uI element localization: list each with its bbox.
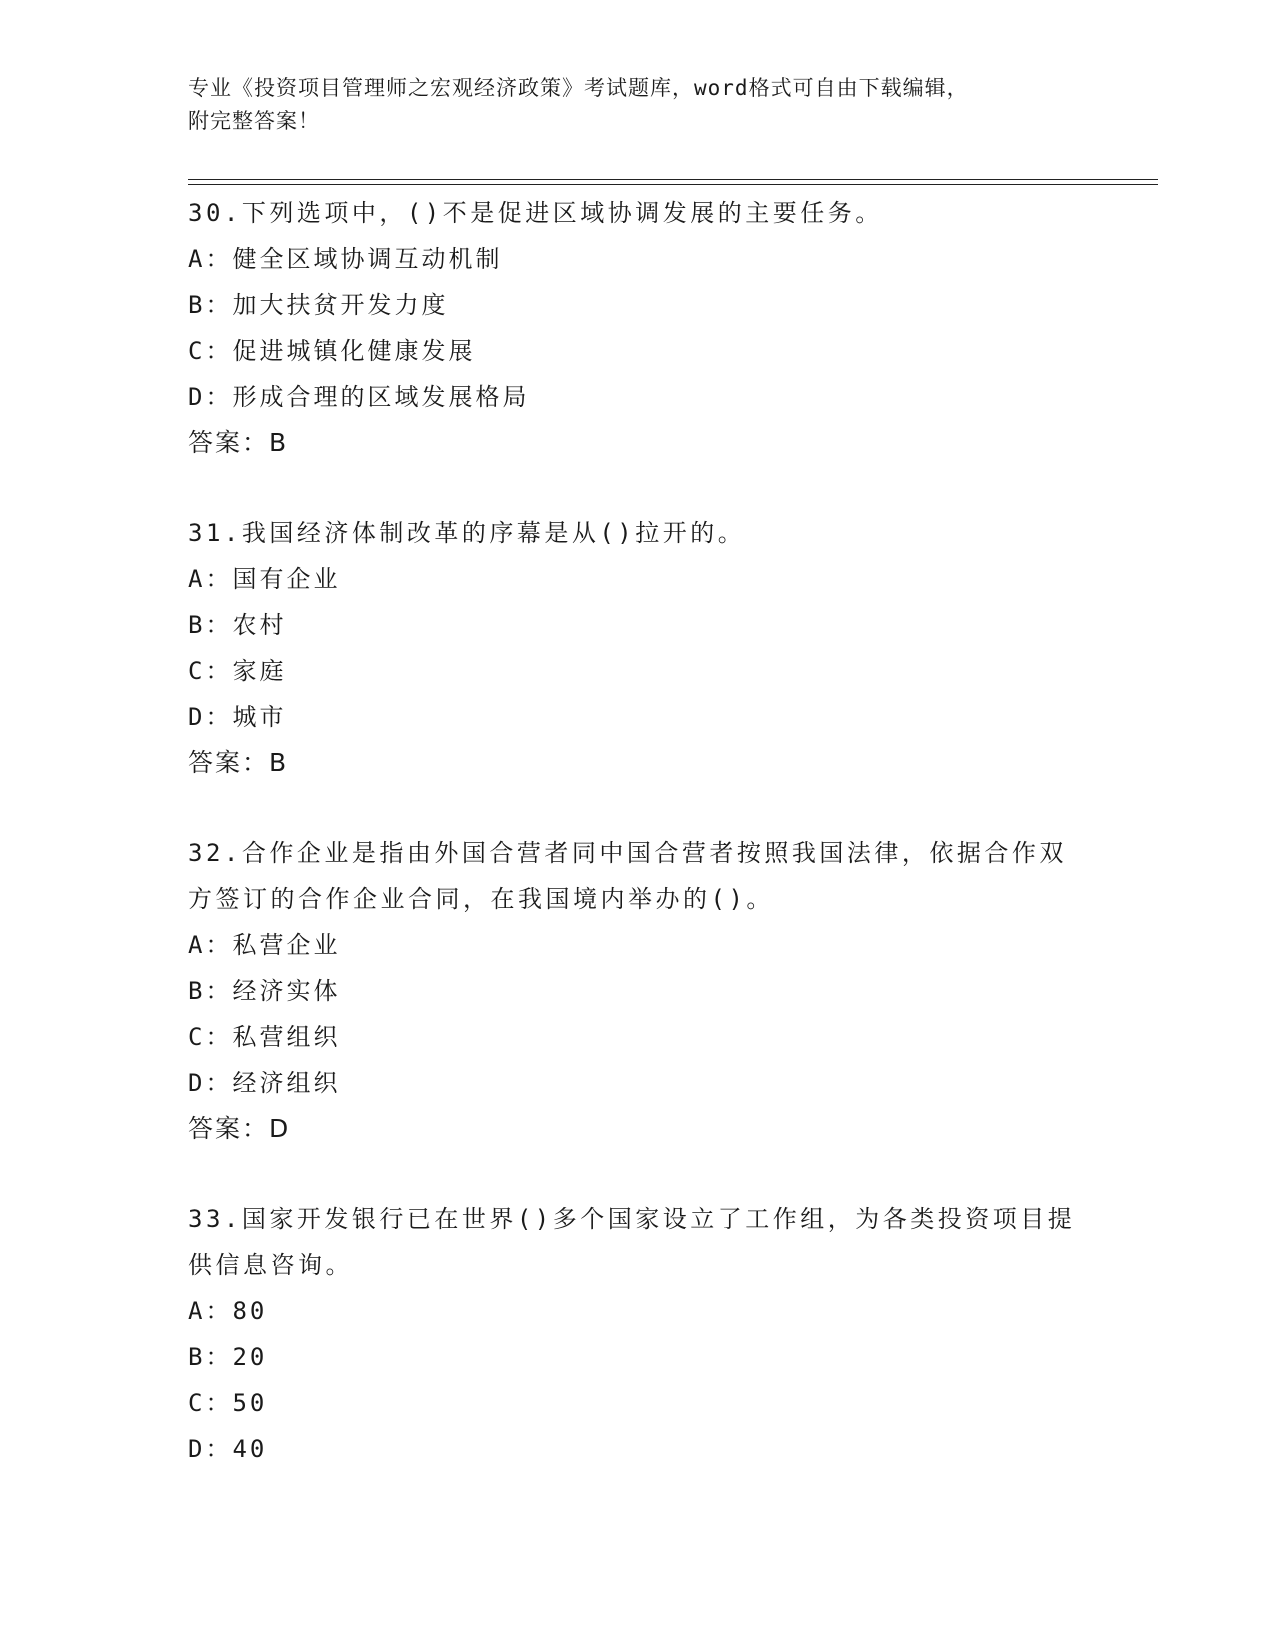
question-spacer xyxy=(188,1152,1088,1196)
option-letter: D： xyxy=(188,1435,233,1463)
question-spacer xyxy=(188,466,1088,510)
question-30 xyxy=(188,190,1088,466)
option-d xyxy=(188,694,1088,740)
option-letter: A： xyxy=(188,1297,233,1325)
option-b xyxy=(188,282,1088,328)
option-text: 国有企业 xyxy=(232,565,341,593)
option-a xyxy=(188,236,1088,282)
question-stem: 33.国家开发银行已在世界()多个国家设立了工作组，为各类投资项目提供信息咨询。 xyxy=(188,1205,1076,1279)
option-c xyxy=(188,1014,1088,1060)
header-divider-top xyxy=(188,179,1158,180)
question-33 xyxy=(188,1196,1088,1472)
option-text: 经济组织 xyxy=(232,1069,341,1097)
question-31 xyxy=(188,510,1088,786)
option-a xyxy=(188,922,1088,968)
option-text: 城市 xyxy=(232,703,287,731)
question-stem: 32.合作企业是指由外国合营者同中国合营者按照我国法律，依据合作双方签订的合作企业合同，在我国境内举办的()。 xyxy=(188,839,1067,913)
option-a xyxy=(188,1288,1088,1334)
option-letter: B： xyxy=(188,611,233,639)
option-letter: D： xyxy=(188,1069,233,1097)
answer-line: 答案：B xyxy=(188,428,289,457)
option-letter: C： xyxy=(188,1023,233,1051)
option-text: 私营组织 xyxy=(232,1023,341,1051)
option-c xyxy=(188,328,1088,374)
intro-line-1: 专业《投资项目管理师之宏观经济政策》考试题库，word格式可自由下载编辑， xyxy=(188,76,969,100)
option-c xyxy=(188,648,1088,694)
header-divider-bottom xyxy=(188,184,1158,185)
answer-line: 答案：B xyxy=(188,748,289,777)
option-d xyxy=(188,1426,1088,1472)
option-b xyxy=(188,968,1088,1014)
option-letter: B： xyxy=(188,977,233,1005)
question-stem: 31.我国经济体制改革的序幕是从()拉开的。 xyxy=(188,519,746,547)
option-text: 私营企业 xyxy=(232,931,341,959)
option-letter: D： xyxy=(188,703,233,731)
option-letter: A： xyxy=(188,245,233,273)
question-spacer xyxy=(188,786,1088,830)
option-text: 加大扶贫开发力度 xyxy=(232,291,449,319)
option-text: 50 xyxy=(232,1389,268,1417)
option-text: 40 xyxy=(232,1435,268,1463)
question-32 xyxy=(188,830,1088,1152)
option-letter: A： xyxy=(188,931,233,959)
option-a xyxy=(188,556,1088,602)
option-letter: A： xyxy=(188,565,233,593)
option-text: 80 xyxy=(232,1297,268,1325)
option-b xyxy=(188,1334,1088,1380)
question-list xyxy=(188,190,1088,1472)
intro-line-2: 附完整答案！ xyxy=(188,109,320,133)
question-stem: 30.下列选项中，()不是促进区域协调发展的主要任务。 xyxy=(188,199,883,227)
option-text: 家庭 xyxy=(232,657,287,685)
option-letter: C： xyxy=(188,337,233,365)
answer-line: 答案：D xyxy=(188,1114,291,1143)
option-b xyxy=(188,602,1088,648)
option-letter: C： xyxy=(188,657,233,685)
option-text: 经济实体 xyxy=(232,977,341,1005)
option-letter: B： xyxy=(188,291,233,319)
document-intro xyxy=(188,72,1088,138)
option-text: 健全区域协调互动机制 xyxy=(232,245,503,273)
option-text: 形成合理的区域发展格局 xyxy=(232,383,530,411)
option-text: 促进城镇化健康发展 xyxy=(232,337,476,365)
option-d xyxy=(188,374,1088,420)
option-c xyxy=(188,1380,1088,1426)
option-letter: B： xyxy=(188,1343,233,1371)
option-text: 农村 xyxy=(232,611,287,639)
option-d xyxy=(188,1060,1088,1106)
option-letter: C： xyxy=(188,1389,233,1417)
option-letter: D： xyxy=(188,383,233,411)
option-text: 20 xyxy=(232,1343,268,1371)
